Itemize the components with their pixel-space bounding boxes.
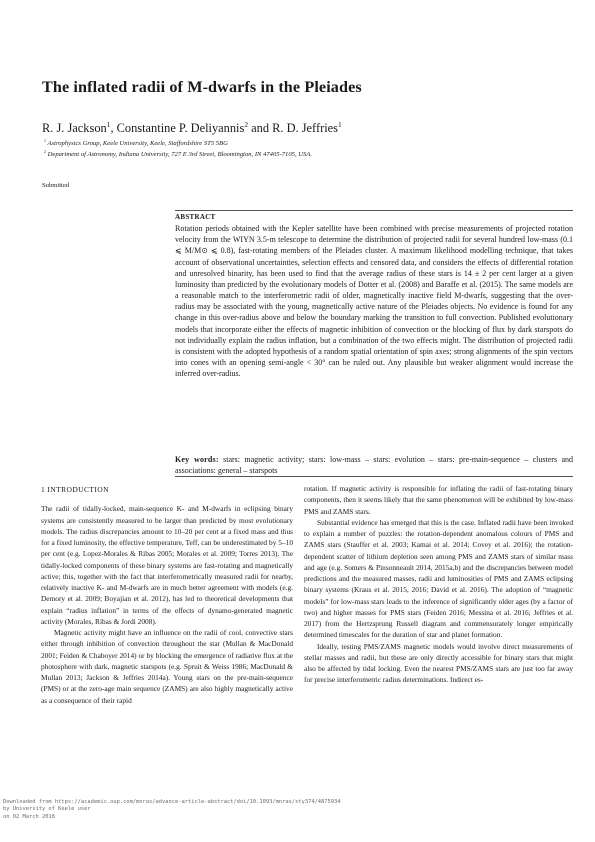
right-column bbox=[304, 483, 573, 686]
abstract bbox=[175, 212, 573, 379]
paper-title: The inflated radii of M-dwarfs in the Pleiades bbox=[42, 78, 362, 96]
paragraph: rotation. If magnetic activity is responsible for inflating the radii of fast-rotating binary components, then it seems likely that the same phenomenon will be exhibited by low-mass PMS and ZAMS stars. bbox=[304, 484, 573, 516]
affiliation-1 bbox=[44, 137, 228, 147]
keywords bbox=[175, 454, 573, 476]
author-separator: , Constantine P. Deliyannis bbox=[110, 121, 245, 135]
submitted-note: Submitted bbox=[42, 182, 70, 189]
abstract-top-rule bbox=[175, 210, 573, 211]
author-separator: and R. D. Jeffries bbox=[248, 121, 338, 135]
keywords-text: stars: magnetic activity; stars: low-mass – stars: evolution – stars: pre-main-sequence – clusters and associations: general – starspots bbox=[175, 455, 573, 476]
affiliation-text: Astrophysics Group, Keele University, Keele, Staffordshire ST5 5BG bbox=[47, 140, 228, 147]
left-column bbox=[41, 484, 293, 706]
keywords-bottom-rule bbox=[175, 476, 573, 477]
affiliation-marker: 2 bbox=[244, 119, 249, 129]
author-list bbox=[42, 121, 562, 136]
affiliation-2 bbox=[44, 148, 312, 158]
author-name: R. J. Jackson bbox=[42, 121, 107, 135]
download-watermark: Downloaded from https://academic.oup.com/mnras/advance-article-abstract/doi/10.1093/mnras/sty374/4875934 by University of Keele user on 02 March 2018 bbox=[3, 799, 341, 820]
affiliation-text: Department of Astronomy, Indiana University, 727 E 3rd Street, Bloomington, IN 47405-7105, USA. bbox=[47, 151, 312, 158]
affiliation-marker: 1 bbox=[106, 119, 111, 129]
abstract-text: Rotation periods obtained with the Kepler satellite have been combined with precise measurements of projected rotation velocity from the WIYN 3.5-m telescope to determine the distribution of projected radii for several hundred low-mass (0.1 ⩽ M/M⊙ ⩽ 0.8), fast-rotating members of the Pleiades cluster. A maximum likelihood modelling technique, that takes account of observational uncertainties, selection effects and censored data, and considers the effects of differential rotation and unresolved binarity, has been used to find that the average radius of these stars is 14 ± 2 per cent larger at a given luminosity than predicted by the evolutionary models of Dotter et al. (2008) and Baraffe et al. (2015). The same models are a reasonable match to the interferometric radii of older, magnetically inactive field M-dwarfs, suggesting that the over-radius may be associated with the young, magnetically active nature of the Pleiades objects. No evidence is found for any change in this over-radius above and below the boundary marking the transition to full convection. Published evolutionary models that incorporate either the effects of magnetic inhibition of convection or the blocking of flux by dark starspots do not individually explain the radius inflation, but a combination of the two effects might. The distribution of projected radii is consistent with the adopted hypothesis of a random spatial orientation of spin axes; strong alignments of the spin vectors into cones with an opening semi-angle < 30° can be ruled out. Any plausible but weaker alignment would increase the inferred over-radius. bbox=[175, 224, 573, 379]
affiliation-marker: 1 bbox=[44, 137, 46, 143]
keywords-label: Key words: bbox=[175, 455, 219, 464]
section-heading: 1 INTRODUCTION bbox=[41, 485, 109, 494]
affiliation-marker: 2 bbox=[44, 148, 46, 154]
paragraph: Substantial evidence has emerged that this is the case. Inflated radii have been invoked to explain a number of puzzles: the rotation-dependent anomalous colours of PMS and ZAMS stars (Stauffer et al. 2003; Kamai et al. 2014; Covey et al. 2016); the rotation-dependent scatter of lithium depletion seen among PMS and ZAMS stars of similar mass and age (e.g. Somers & Pinsonneault 2014, 2015a,b) and the discrepancies between model predictions and the measured masses, radii and luminosities of PMS and ZAMS eclipsing binary systems (Kraus et al. 2015, 2016; David et al. 2016). The adoption of “magnetic models” for low-mass stars leads to the inference of significantly older ages (by a factor of two) and higher masses for PMS stars (Feiden 2016; Messina et al. 2016; Jeffries et al. 2017) from the Hertzsprung Russell diagram and commensurately longer empirically determined timescales for the duration of star and planet formation. bbox=[304, 517, 573, 640]
affiliation-marker: 1 bbox=[337, 119, 342, 129]
paragraph: Magnetic activity might have an influence on the radii of cool, convective stars either through inhibition of convection throughout the star (Mullan & MacDonald 2001; Feiden & Chaboyer 2014) or by blocking the emergence of radiative flux at the photosphere with dark, magnetic starspots (e.g. Spruit & Weiss 1986; MacDonald & Mullan 2013; Jackson & Jeffries 2014a). Young stars on the pre-main-sequence (PMS) or at the zero-age main sequence (ZAMS) are also highly magnetically active as a consequence of their rapid bbox=[41, 628, 293, 705]
paragraph: The radii of tidally-locked, main-sequence K- and M-dwarfs in eclipsing binary systems are consistently measured to be larger than predicted by most evolutionary models. The radius discrepancies amount to 10–20 per cent at a fixed mass and thus for a fixed luminosity, the effective temperature, Teff, can be underestimated by 5–10 per cent (e.g. Lopez-Morales & Ribas 2005; Morales et al. 2009; Torres 2013). The tidally-locked components of these binary systems are fast-rotating and magnetically active; this, together with the fact that interferometrically measured radii for nearby, relatively inactive K- and M-dwarfs are in much better agreement with models (e.g. Demory et al. 2009; Boyajian et al. 2012), has led to theoretical developments that explain “radius inflation” in terms of the effects of dynamo-generated magnetic activity (Morales, Ribas & Jordi 2008). bbox=[41, 504, 293, 626]
paragraph: Ideally, testing PMS/ZAMS magnetic models would involve direct measurements of stellar masses and radii, but these are only directly accessible for binary stars that might also be affected by tidal locking. Even the nearest PMS/ZAMS stars are just too far away for precise interferometric radius determinations. Indirect es- bbox=[304, 641, 573, 685]
abstract-heading: ABSTRACT bbox=[175, 213, 216, 221]
